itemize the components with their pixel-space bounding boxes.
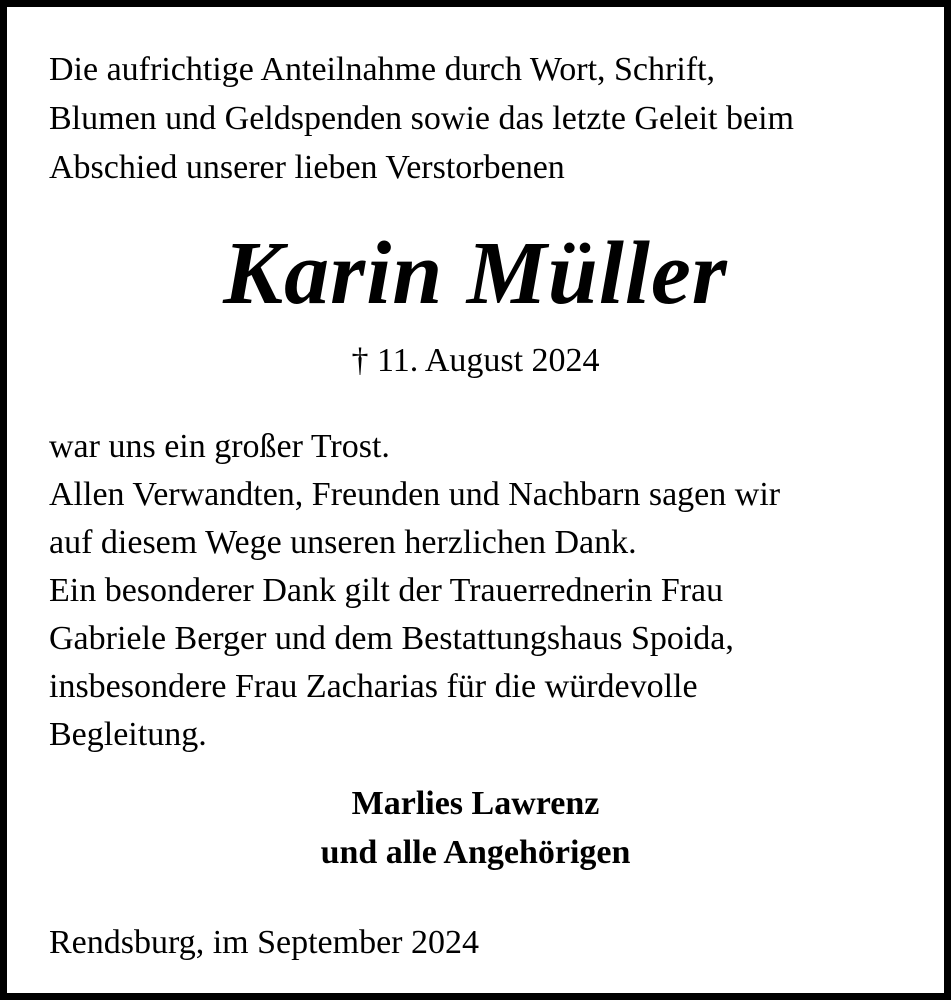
place-date: Rendsburg, im September 2024 bbox=[49, 924, 479, 961]
thanks-line: war uns ein großer Trost. bbox=[49, 428, 390, 465]
intro-line: Abschied unserer lieben Verstorbenen bbox=[49, 149, 565, 186]
intro-line: Blumen und Geldspenden sowie das letzte Geleit beim bbox=[49, 100, 794, 137]
deceased-name: Karin Müller bbox=[223, 224, 728, 323]
thanks-text bbox=[49, 423, 929, 759]
thanks-line: Begleitung. bbox=[49, 716, 207, 753]
signature-line: Marlies Lawrenz bbox=[351, 785, 600, 822]
intro-line: Die aufrichtige Anteilnahme durch Wort, Schrift, bbox=[49, 51, 716, 88]
thanks-line: insbesondere Frau Zacharias für die würdevolle bbox=[49, 668, 698, 705]
signature-line: und alle Angehörigen bbox=[320, 834, 631, 871]
thanks-line: Allen Verwandten, Freunden und Nachbarn sagen wir bbox=[49, 476, 781, 513]
thanks-line: auf diesem Wege unseren herzlichen Dank. bbox=[49, 524, 637, 561]
death-date: † 11. August 2024 bbox=[351, 342, 600, 379]
thanks-line: Gabriele Berger und dem Bestattungshaus Spoida, bbox=[49, 620, 734, 657]
thanks-line: Ein besonderer Dank gilt der Trauerrednerin Frau bbox=[49, 572, 724, 609]
signature-block bbox=[7, 779, 944, 877]
intro-text bbox=[49, 45, 929, 192]
